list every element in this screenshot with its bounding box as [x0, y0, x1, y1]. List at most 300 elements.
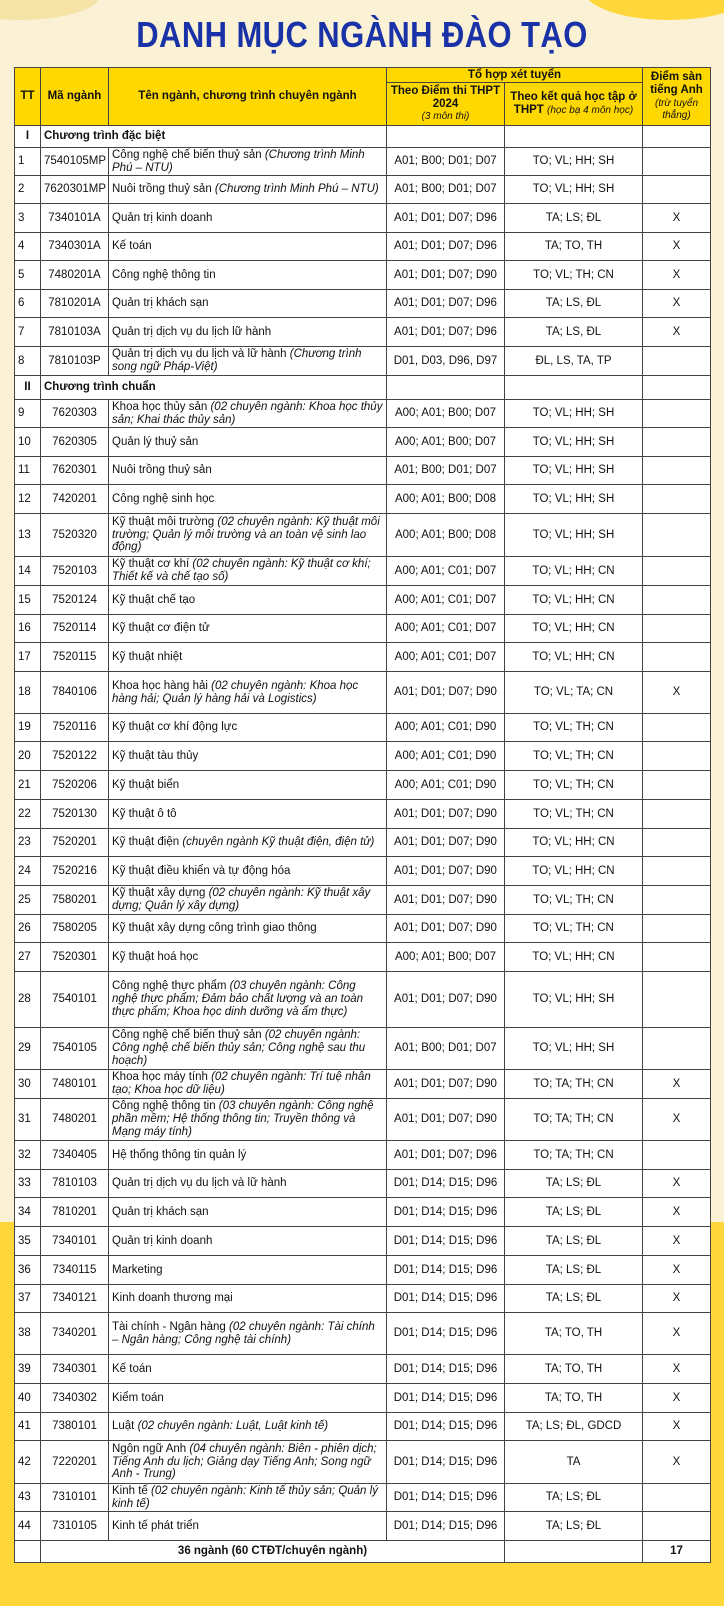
english-mark: X: [643, 1313, 711, 1355]
row-number: 42: [15, 1441, 41, 1484]
table-row: [15, 586, 711, 615]
row-number: 21: [15, 771, 41, 800]
table-row: [15, 1313, 711, 1355]
empty-cell: [505, 376, 643, 400]
table-row: [15, 514, 711, 557]
section-title: Chương trình chuẩn: [41, 376, 387, 400]
transcript-combination: TO; VL; TH; CN: [505, 915, 643, 943]
major-code: 7620305: [41, 428, 109, 457]
major-code: 7340101: [41, 1227, 109, 1256]
major-note: (04 chuyên ngành: Biên - phiên dịch; Tiếng Anh du lịch; Giảng dạy Tiếng Anh; Song ngữ Anh - Trung): [112, 1442, 377, 1481]
table-row: [15, 176, 711, 204]
transcript-combination: TO; VL; HH; SH: [505, 428, 643, 457]
table-row: [15, 1512, 711, 1541]
major-code: 7620301: [41, 457, 109, 485]
english-mark: [643, 886, 711, 915]
row-number: 14: [15, 557, 41, 586]
major-code: 7520201: [41, 829, 109, 857]
row-number: 29: [15, 1028, 41, 1070]
exam-combination: A00; A01; C01; D07: [387, 615, 505, 643]
major-code: 7540101: [41, 972, 109, 1028]
major-name-cell: [109, 886, 387, 915]
major-name: Kỹ thuật hoá học: [112, 950, 199, 963]
english-mark: [643, 514, 711, 557]
major-note: (02 chuyên ngành: Khoa học thủy sản; Khai thác thủy sản): [112, 400, 383, 426]
empty-cell: [643, 126, 711, 148]
major-name-cell: [109, 428, 387, 457]
transcript-combination: TA; LS, ĐL: [505, 290, 643, 318]
major-name-cell: [109, 714, 387, 742]
row-number: 37: [15, 1285, 41, 1313]
major-code: 7520216: [41, 857, 109, 886]
english-mark: X: [643, 1070, 711, 1099]
table-row: [15, 1413, 711, 1441]
major-code: 7520124: [41, 586, 109, 615]
row-number: 19: [15, 714, 41, 742]
major-code: 7340301A: [41, 233, 109, 261]
transcript-combination: TO; VL; HH; CN: [505, 615, 643, 643]
major-name: Kỹ thuật điện: [112, 836, 183, 849]
footer-english-count: 17: [643, 1541, 711, 1563]
table-row: [15, 1141, 711, 1170]
major-code: 7310105: [41, 1512, 109, 1541]
section-title: Chương trình đặc biệt: [41, 126, 387, 148]
major-note: (02 chuyên ngành: Luật, Luật kinh tế): [137, 1420, 329, 1433]
major-code: 7520130: [41, 800, 109, 829]
major-name-cell: [109, 643, 387, 672]
transcript-combination: TA; LS; ĐL: [505, 204, 643, 233]
exam-combination: A00; A01; C01; D07: [387, 643, 505, 672]
header-english-label: Điểm sàn tiếng Anh: [650, 70, 703, 96]
major-note: (02 chuyên ngành: Kỹ thuật môi trường; Quản lý môi trường và an toàn vệ sinh lao động): [112, 515, 380, 554]
table-row: [15, 557, 711, 586]
row-number: 26: [15, 915, 41, 943]
table-row: [15, 857, 711, 886]
table-row: [15, 1256, 711, 1285]
english-mark: [643, 742, 711, 771]
exam-combination: A01; D01; D07; D96: [387, 290, 505, 318]
row-number: 40: [15, 1384, 41, 1413]
header-tt: TT: [15, 68, 41, 126]
table-row: [15, 1198, 711, 1227]
major-code: 7620301MP: [41, 176, 109, 204]
major-code: 7520301: [41, 943, 109, 972]
table-row: [15, 1227, 711, 1256]
major-name: Kiểm toán: [112, 1391, 164, 1404]
exam-combination: A01; B00; D01; D07: [387, 176, 505, 204]
english-mark: [643, 943, 711, 972]
major-name: Kỹ thuật điều khiển và tự động hóa: [112, 864, 291, 877]
major-name-cell: [109, 1256, 387, 1285]
major-code: 7340201: [41, 1313, 109, 1355]
row-number: 28: [15, 972, 41, 1028]
major-name-cell: [109, 400, 387, 428]
exam-combination: A01; D01; D07; D96: [387, 1141, 505, 1170]
exam-combination: A01; D01; D07; D90: [387, 886, 505, 915]
transcript-combination: TA; LS; ĐL: [505, 1256, 643, 1285]
exam-combination: A01; D01; D07; D90: [387, 672, 505, 714]
major-name-cell: [109, 1441, 387, 1484]
major-name: Công nghệ sinh học: [112, 492, 215, 505]
table-row: [15, 457, 711, 485]
exam-combination: D01; D14; D15; D96: [387, 1198, 505, 1227]
exam-combination: A00; A01; C01; D90: [387, 742, 505, 771]
transcript-combination: TA; LS; ĐL: [505, 1285, 643, 1313]
table-row: [15, 400, 711, 428]
row-number: 12: [15, 485, 41, 514]
row-number: 5: [15, 261, 41, 290]
transcript-combination: TA; TO, TH: [505, 1313, 643, 1355]
major-code: 7480201A: [41, 261, 109, 290]
transcript-combination: TO; VL; HH; SH: [505, 1028, 643, 1070]
major-name: Quản lý thuỷ sản: [112, 435, 199, 448]
major-code: 7520122: [41, 742, 109, 771]
major-name: Quản trị dịch vụ du lịch và lữ hành: [112, 348, 290, 361]
major-name-cell: [109, 829, 387, 857]
table-row: [15, 615, 711, 643]
major-name-cell: [109, 1413, 387, 1441]
row-number: 7: [15, 318, 41, 347]
table-row: [15, 485, 711, 514]
exam-combination: A01; D01; D07; D90: [387, 857, 505, 886]
section-index: II: [15, 376, 41, 400]
transcript-combination: TA; TO, TH: [505, 1355, 643, 1384]
transcript-combination: TA; TO, TH: [505, 1384, 643, 1413]
major-name-cell: [109, 857, 387, 886]
english-mark: X: [643, 318, 711, 347]
transcript-combination: TO; VL; TH; CN: [505, 714, 643, 742]
transcript-combination: TO; VL; TA; CN: [505, 672, 643, 714]
english-mark: [643, 457, 711, 485]
row-number: 24: [15, 857, 41, 886]
exam-combination: D01; D14; D15; D96: [387, 1227, 505, 1256]
transcript-combination: TO; VL; HH; SH: [505, 972, 643, 1028]
major-name-cell: [109, 615, 387, 643]
transcript-combination: TO; VL; HH; SH: [505, 457, 643, 485]
major-name-cell: [109, 557, 387, 586]
table-row: [15, 1028, 711, 1070]
row-number: 23: [15, 829, 41, 857]
major-note: (chuyên ngành Kỹ thuật điện, điện tử): [182, 836, 375, 849]
english-mark: X: [643, 1413, 711, 1441]
table-row: [15, 1099, 711, 1141]
major-name: Nuôi trồng thuỷ sản: [112, 183, 215, 196]
table-row: [15, 714, 711, 742]
english-mark: X: [643, 1355, 711, 1384]
row-number: 18: [15, 672, 41, 714]
english-mark: X: [643, 1285, 711, 1313]
table-row: [15, 1170, 711, 1198]
exam-combination: A01; D01; D07; D90: [387, 800, 505, 829]
row-number: 8: [15, 347, 41, 376]
table-row: [15, 204, 711, 233]
major-code: 7340301: [41, 1355, 109, 1384]
english-mark: X: [643, 290, 711, 318]
major-name-cell: [109, 514, 387, 557]
major-note: (Chương trình song ngữ Pháp-Việt): [112, 348, 362, 373]
transcript-combination: TA; LS; ĐL: [505, 1484, 643, 1512]
exam-combination: D01; D14; D15; D96: [387, 1256, 505, 1285]
major-name: Kỹ thuật nhiệt: [112, 650, 183, 663]
exam-combination: A00; A01; C01; D90: [387, 771, 505, 800]
english-mark: X: [643, 1227, 711, 1256]
transcript-combination: TO; VL; HH; SH: [505, 514, 643, 557]
english-mark: X: [643, 1384, 711, 1413]
major-name: Kế toán: [112, 240, 152, 253]
major-name-cell: [109, 457, 387, 485]
majors-table: [14, 67, 711, 1563]
major-code: 7340121: [41, 1285, 109, 1313]
exam-combination: A00; A01; B00; D07: [387, 400, 505, 428]
major-name-cell: [109, 943, 387, 972]
transcript-combination: TO; VL; HH; CN: [505, 643, 643, 672]
row-number: 35: [15, 1227, 41, 1256]
footer-empty-cell: [505, 1541, 643, 1563]
exam-combination: D01; D14; D15; D96: [387, 1384, 505, 1413]
exam-combination: A01; D01; D07; D90: [387, 829, 505, 857]
transcript-combination: TA; LS; ĐL: [505, 1227, 643, 1256]
row-number: 31: [15, 1099, 41, 1141]
exam-combination: A00; A01; B00; D08: [387, 514, 505, 557]
page-title: DANH MỤC NGÀNH ĐÀO TẠO: [136, 14, 588, 55]
major-name-cell: [109, 1070, 387, 1099]
exam-combination: A01; B00; D01; D07: [387, 457, 505, 485]
major-name-cell: [109, 1355, 387, 1384]
major-name-cell: [109, 318, 387, 347]
major-code: 7220201: [41, 1441, 109, 1484]
major-note: (02 chuyên ngành: Kỹ thuật xây dựng; Quản lý xây dựng): [112, 887, 371, 912]
major-name: Kinh tế: [112, 1484, 151, 1497]
major-name-cell: [109, 1484, 387, 1512]
table-row: [15, 233, 711, 261]
exam-combination: D01; D14; D15; D96: [387, 1170, 505, 1198]
major-name-cell: [109, 1313, 387, 1355]
row-number: 38: [15, 1313, 41, 1355]
table-row: [15, 972, 711, 1028]
transcript-combination: TO; VL; HH; CN: [505, 857, 643, 886]
major-name-cell: [109, 290, 387, 318]
major-name: Kỹ thuật cơ điện tử: [112, 622, 210, 635]
exam-combination: A01; D01; D07; D96: [387, 233, 505, 261]
english-mark: [643, 800, 711, 829]
exam-combination: A01; D01; D07; D96: [387, 204, 505, 233]
major-code: 7810103A: [41, 318, 109, 347]
row-number: 41: [15, 1413, 41, 1441]
row-number: 43: [15, 1484, 41, 1512]
major-name: Khoa học hàng hải: [112, 679, 212, 692]
major-code: 7520115: [41, 643, 109, 672]
major-code: 7810103P: [41, 347, 109, 376]
major-name: Công nghệ chế biến thuỷ sản: [112, 148, 265, 161]
row-number: 32: [15, 1141, 41, 1170]
english-mark: X: [643, 1441, 711, 1484]
major-code: 7480101: [41, 1070, 109, 1099]
major-name: Quản trị dịch vụ du lịch lữ hành: [112, 325, 272, 338]
major-name: Quản trị dịch vụ du lịch và lữ hành: [112, 1177, 287, 1190]
transcript-combination: TO; VL; HH; SH: [505, 400, 643, 428]
english-mark: [643, 1512, 711, 1541]
english-mark: [643, 972, 711, 1028]
row-number: 44: [15, 1512, 41, 1541]
transcript-combination: TO; VL; TH; CN: [505, 261, 643, 290]
table-row: [15, 318, 711, 347]
exam-combination: D01; D14; D15; D96: [387, 1512, 505, 1541]
english-mark: X: [643, 1198, 711, 1227]
table-row: [15, 261, 711, 290]
major-name: Marketing: [112, 1263, 163, 1276]
major-name-cell: [109, 1285, 387, 1313]
major-name: Kỹ thuật chế tạo: [112, 593, 196, 606]
exam-combination: A01; D01; D07; D90: [387, 1099, 505, 1141]
exam-combination: A00; A01; C01; D90: [387, 714, 505, 742]
footer-summary: 36 ngành (60 CTĐT/chuyên ngành): [41, 1541, 505, 1563]
major-name: Kỹ thuật cơ khí: [112, 558, 193, 571]
major-name-cell: [109, 347, 387, 376]
transcript-combination: TO; VL; HH; CN: [505, 557, 643, 586]
major-name: Tài chính - Ngân hàng: [112, 1320, 229, 1333]
row-number: 9: [15, 400, 41, 428]
english-mark: [643, 485, 711, 514]
exam-combination: D01, D03, D96, D97: [387, 347, 505, 376]
transcript-combination: TO; VL; HH; CN: [505, 943, 643, 972]
major-name: Quản trị kinh doanh: [112, 211, 213, 224]
row-number: 4: [15, 233, 41, 261]
footer-empty-cell: [15, 1541, 41, 1563]
major-name-cell: [109, 742, 387, 771]
major-code: 7340101A: [41, 204, 109, 233]
empty-cell: [643, 376, 711, 400]
major-name: Nuôi trồng thuỷ sản: [112, 464, 212, 477]
transcript-combination: TO; TA; TH; CN: [505, 1141, 643, 1170]
transcript-combination: TO; TA; TH; CN: [505, 1099, 643, 1141]
english-mark: [643, 714, 711, 742]
major-note: (Chương trình Minh Phú – NTU): [112, 148, 365, 174]
transcript-combination: TA; LS; ĐL: [505, 1170, 643, 1198]
table-row: [15, 148, 711, 176]
table-row: [15, 829, 711, 857]
major-name: Kỹ thuật biển: [112, 778, 180, 791]
major-name-cell: [109, 1227, 387, 1256]
major-note: (Chương trình Minh Phú – NTU): [214, 183, 379, 196]
exam-combination: A00; A01; B00; D07: [387, 428, 505, 457]
table-row: [15, 771, 711, 800]
major-note: (03 chuyên ngành: Công nghệ thực phẩm; Đảm bảo chất lượng và an toàn thực phẩm; Khoa học dinh dưỡng và ẩm thực): [112, 980, 364, 1018]
row-number: 10: [15, 428, 41, 457]
major-note: (02 chuyên ngành: Công nghệ chế biến thủy sản; Công nghệ sau thu hoạch): [112, 1029, 366, 1067]
table-row: [15, 943, 711, 972]
major-name: Kỹ thuật xây dựng công trình giao thông: [112, 922, 317, 935]
row-number: 2: [15, 176, 41, 204]
exam-combination: A00; A01; B00; D07: [387, 943, 505, 972]
empty-cell: [387, 126, 505, 148]
major-name-cell: [109, 261, 387, 290]
major-code: 7310101: [41, 1484, 109, 1512]
major-name-cell: [109, 915, 387, 943]
major-code: 7520320: [41, 514, 109, 557]
exam-combination: A01; D01; D07; D90: [387, 261, 505, 290]
major-code: 7420201: [41, 485, 109, 514]
english-mark: [643, 586, 711, 615]
transcript-combination: TA: [505, 1441, 643, 1484]
empty-cell: [387, 376, 505, 400]
table-row: [15, 1355, 711, 1384]
header-transcript-note: (học bạ 4 môn học): [547, 105, 634, 116]
english-mark: X: [643, 204, 711, 233]
major-name-cell: [109, 800, 387, 829]
major-code: 7620303: [41, 400, 109, 428]
major-code: 7520206: [41, 771, 109, 800]
major-name-cell: [109, 1170, 387, 1198]
exam-combination: D01; D14; D15; D96: [387, 1413, 505, 1441]
transcript-combination: TA; TO, TH: [505, 233, 643, 261]
major-code: 7480201: [41, 1099, 109, 1141]
transcript-combination: TA; LS; ĐL: [505, 1198, 643, 1227]
major-name-cell: [109, 176, 387, 204]
english-mark: [643, 915, 711, 943]
row-number: 22: [15, 800, 41, 829]
transcript-combination: TA; LS; ĐL: [505, 1512, 643, 1541]
header-english: [643, 68, 711, 126]
exam-combination: D01; D14; D15; D96: [387, 1484, 505, 1512]
header-code: Mã ngành: [41, 68, 109, 126]
major-code: 7340405: [41, 1141, 109, 1170]
exam-combination: A00; A01; C01; D07: [387, 586, 505, 615]
english-mark: [643, 148, 711, 176]
table-row: [15, 1070, 711, 1099]
major-name-cell: [109, 1141, 387, 1170]
exam-combination: D01; D14; D15; D96: [387, 1285, 505, 1313]
major-code: 7520103: [41, 557, 109, 586]
major-name-cell: [109, 1099, 387, 1141]
header-english-note: (trừ tuyển thẳng): [654, 97, 699, 122]
header-transcript-label: Theo kết quả học tập ở THPT: [510, 91, 637, 116]
section-index: I: [15, 126, 41, 148]
english-mark: X: [643, 261, 711, 290]
major-name: Khoa học máy tính: [112, 1071, 212, 1084]
english-mark: [643, 557, 711, 586]
english-mark: [643, 615, 711, 643]
english-mark: X: [643, 1256, 711, 1285]
row-number: 3: [15, 204, 41, 233]
major-note: (03 chuyên ngành: Công nghệ phần mềm; Hệ thống thông tin; Truyền thông và Mạng máy tính): [112, 1100, 374, 1138]
english-mark: X: [643, 1170, 711, 1198]
major-code: 7340302: [41, 1384, 109, 1413]
row-number: 36: [15, 1256, 41, 1285]
major-name: Kế toán: [112, 1362, 152, 1375]
major-code: 7580205: [41, 915, 109, 943]
row-number: 17: [15, 643, 41, 672]
row-number: 11: [15, 457, 41, 485]
major-name-cell: [109, 1028, 387, 1070]
row-number: 39: [15, 1355, 41, 1384]
major-code: 7520116: [41, 714, 109, 742]
row-number: 1: [15, 148, 41, 176]
major-name: Công nghệ chế biến thuỷ sản: [112, 1029, 265, 1042]
major-name: Ngôn ngữ Anh: [112, 1442, 190, 1455]
major-code: 7580201: [41, 886, 109, 915]
table-row: [15, 643, 711, 672]
major-note: (02 chuyên ngành: Kinh tế thủy sản; Quản lý kinh tế): [112, 1484, 378, 1510]
major-name: Quản trị khách sạn: [112, 297, 209, 310]
table-row: [15, 915, 711, 943]
empty-cell: [505, 126, 643, 148]
exam-combination: A01; B00; D01; D07: [387, 148, 505, 176]
table-row: [15, 886, 711, 915]
major-name: Kỹ thuật tàu thủy: [112, 749, 199, 762]
english-mark: X: [643, 672, 711, 714]
table-row: [15, 1441, 711, 1484]
exam-combination: D01; D14; D15; D96: [387, 1313, 505, 1355]
